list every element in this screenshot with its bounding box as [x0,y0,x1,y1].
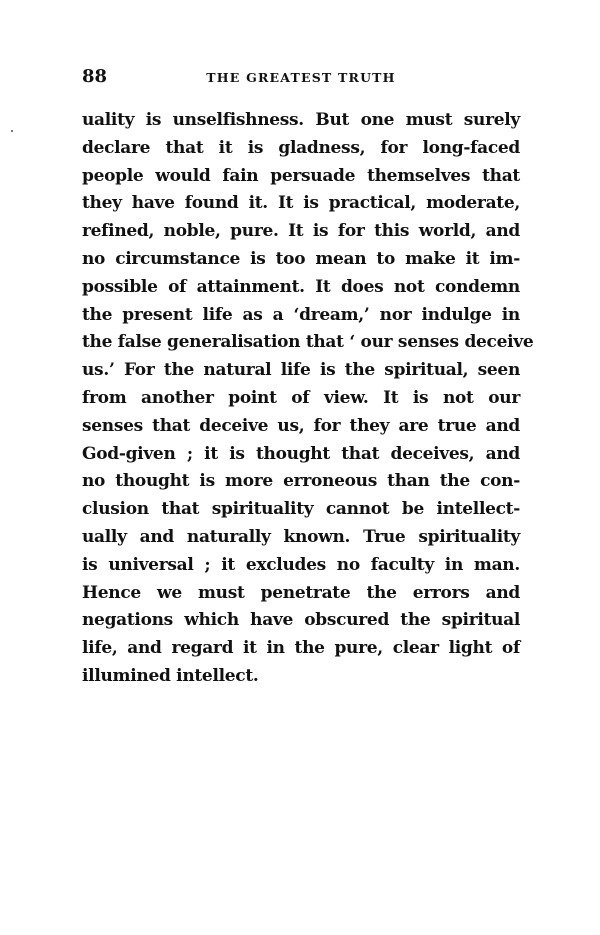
text-line: negations which have obscured the spiritual [82,610,520,631]
text-line: no circumstance is too mean to make it im- [82,248,520,269]
text-line: uality is unselfishness. But one must surely [82,110,520,130]
text-line: no thought is more erroneous than the con- [82,471,520,492]
text-line: the present life as a ‘dream,’ nor indulge in [82,304,520,325]
text-line: ually and naturally known. True spirituality [82,526,520,547]
text-line: the false generalisation that ‘ our senses deceive [82,332,534,353]
text-line: they have found it. It is practical, moderate, [82,193,520,214]
text-line: people would fain persuade themselves that [82,165,520,186]
page-header [82,66,520,90]
text-line: senses that deceive us, for they are true and [82,415,520,436]
text-line: from another point of view. It is not our [82,387,520,408]
text-line: illumined intellect. [82,665,259,686]
text-line: life, and regard it in the pure, clear light of [82,638,520,659]
text-line: God-given ; it is thought that deceives, and [82,443,520,464]
text-line: declare that it is gladness, for long-faced [82,137,520,158]
text-line: refined, noble, pure. It is for this world, and [82,221,520,242]
text-line: Hence we must penetrate the errors and [82,582,520,603]
text-line: clusion that spirituality cannot be intellect- [82,499,520,520]
body-text [82,107,534,691]
text-line: us.’ For the natural life is the spiritual, seen [82,360,520,381]
running-title: THE GREATEST TRUTH [206,70,396,85]
text-line: is universal ; it excludes no faculty in man. [82,554,520,575]
scan-speck [11,130,13,132]
page-number: 88 [82,66,108,87]
text-line: possible of attainment. It does not condemn [82,276,520,297]
